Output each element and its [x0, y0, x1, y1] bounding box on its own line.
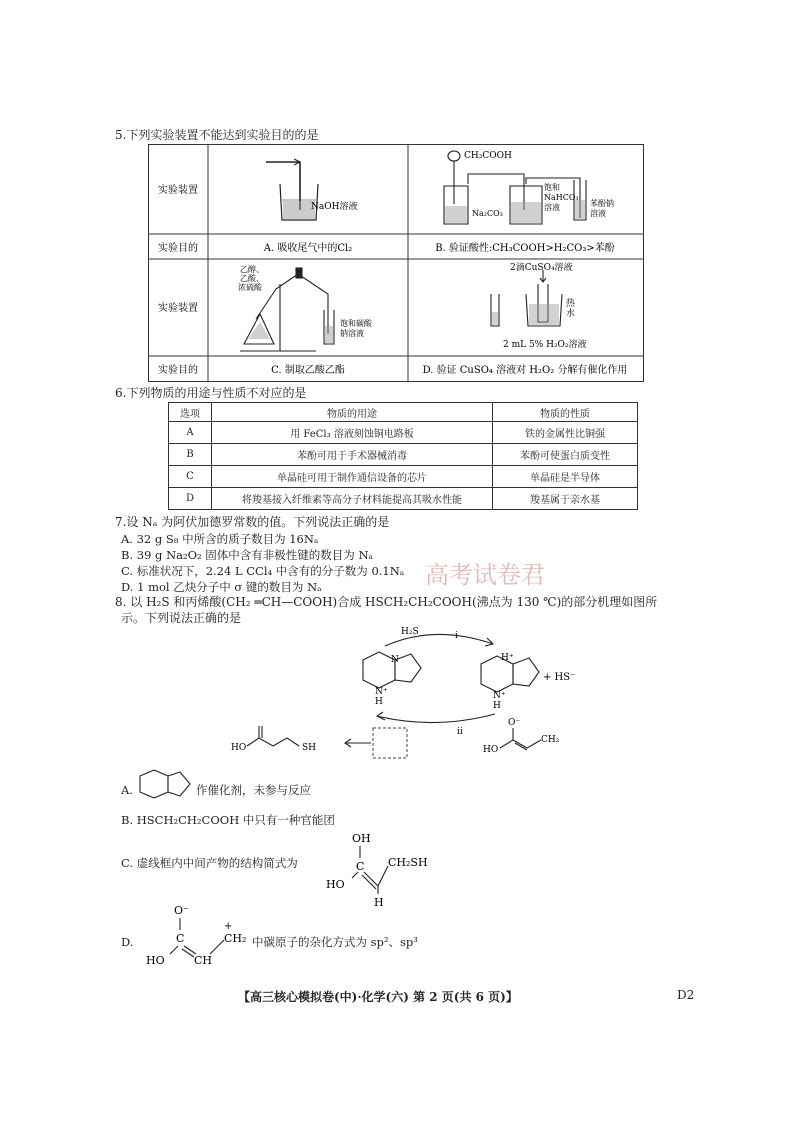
enolate-ch2: CH₂ [541, 735, 560, 745]
row-label-purpose-1: 实验目的 [158, 243, 198, 254]
step-ii-arrow [377, 714, 495, 723]
catalyst-left-h: H [375, 697, 383, 707]
catalyst-right-n: N⁺ [493, 691, 506, 701]
apparatus-d-label-hot1: 热 [566, 299, 576, 309]
option-c-carbon: C [356, 860, 365, 873]
apparatus-c-label1: 乙醇、 [240, 265, 264, 274]
table-header: 选项 [169, 403, 212, 422]
question-8-option-a-text: 作催化剂，未参与反应 [196, 783, 311, 797]
table-cell: 铁的金属性比铜强 [493, 422, 638, 444]
option-c-ho: HO [326, 878, 345, 891]
table-header: 物质的用途 [212, 403, 493, 422]
question-7-option-d: D. 1 mol 乙炔分子中 σ 键的数目为 Nₐ [121, 580, 322, 594]
apparatus-d-label-hot2: 水 [566, 309, 576, 319]
apparatus-b-label-top: CH₃COOH [464, 151, 512, 161]
question-7-option-c: C. 标准状况下，2.24 L CCl₄ 中含有的分子数为 0.1Nₐ [121, 564, 405, 578]
catalyst-left-n2: N⁺ [375, 687, 388, 697]
apparatus-c-liquid [248, 322, 333, 343]
table-cell: B [169, 444, 212, 466]
question-8-option-d-prefix: D. [121, 935, 134, 949]
apparatus-b-label-left: Na₂CO₃ [472, 209, 503, 218]
table-cell: D [169, 488, 212, 510]
intermediate-dashed-box [373, 728, 407, 758]
row-label-apparatus-1: 实验装置 [158, 185, 198, 196]
table-cell: 单晶硅是半导体 [493, 466, 638, 488]
step-i-label: i [455, 631, 458, 641]
option-c-ch2sh: CH₂SH [388, 856, 428, 869]
question-8-option-a-prefix: A. [121, 783, 133, 797]
option-c-h: H [374, 896, 384, 909]
question-8-stem-line2: 示。下列说法正确的是 [121, 611, 242, 625]
apparatus-b-label-right1: 苯酚钠 [590, 199, 614, 208]
h2s-label: H₂S [401, 627, 419, 637]
option-d-structure [140, 902, 250, 972]
purpose-b: B. 验证酸性:CH₃COOH>H₂CO₃>苯酚 [435, 243, 615, 254]
question-8-option-c-text: C. 虚线框内中间产物的结构简式为 [121, 856, 298, 870]
table-cell: 苯酚可使蛋白质变性 [493, 444, 638, 466]
option-c-oh: OH [352, 832, 371, 845]
catalyst-right-h: H⁺ [501, 653, 514, 663]
hs-minus-label: + HS⁻ [543, 672, 576, 683]
apparatus-d-label-bottom: 2 mL 5% H₂O₂溶液 [503, 340, 587, 350]
question-6-table [168, 402, 638, 510]
option-d-ch2: CH₂ [224, 932, 247, 945]
apparatus-d-liquid [492, 304, 559, 325]
option-c-structure [320, 826, 430, 910]
question-5-table [148, 144, 644, 382]
svg-text:+: + [224, 921, 233, 932]
product-skeleton [247, 726, 299, 746]
option-d-ho: HO [146, 954, 165, 967]
table-cell: A [169, 422, 212, 444]
row-label-purpose-2: 实验目的 [158, 365, 198, 376]
apparatus-c-label3: 浓硫酸 [238, 283, 262, 292]
apparatus-b-label-mid1: 饱和 [544, 183, 560, 192]
question-7-stem: 7.设 Nₐ 为阿伏加德罗常数的值。下列说法正确的是 [115, 515, 390, 529]
catalyst-left-n1: N [391, 655, 399, 665]
apparatus-b-label-mid2: NaHCO₃ [544, 193, 579, 202]
row-label-apparatus-2: 实验装置 [158, 303, 198, 314]
table-cell: 苯酚可用于手术器械消毒 [212, 444, 493, 466]
option-d-o-minus: O⁻ [174, 904, 189, 917]
question-8-stem-line1: 8. 以 H₂S 和丙烯酸(CH₂ ═CH—COOH)合成 HSCH₂CH₂COOH(沸点为 130 ℃)的部分机理如图所 [115, 595, 658, 609]
question-7-option-a: A. 32 g S₈ 中所含的质子数目为 16Nₐ [121, 532, 319, 546]
option-d-ch: CH [194, 954, 213, 967]
page-footer: 【高三核心模拟卷(中)·化学(六) 第 2 页(共 6 页)】 [238, 990, 518, 1004]
watermark: 高考试卷君 [425, 561, 545, 589]
question-8-option-d-text: 中碳原子的杂化方式为 sp²、sp³ [252, 935, 418, 949]
catalyst-right-h2: H [493, 701, 501, 711]
apparatus-d-label-top: 2滴CuSO₄溶液 [510, 263, 573, 273]
question-7-option-b: B. 39 g Na₂O₂ 固体中含有非极性键的数目为 Nₐ [121, 548, 373, 562]
product-sh: SH [302, 743, 317, 753]
purpose-a: A. 吸收尾气中的Cl₂ [263, 243, 353, 254]
paper-code: D2 [677, 988, 695, 1002]
apparatus-b-label-mid3: 溶液 [544, 203, 560, 212]
reaction-mechanism-scheme [225, 622, 585, 772]
apparatus-b-label-right2: 溶液 [590, 209, 606, 218]
option-a-catalyst [136, 764, 196, 810]
purpose-d: D. 验证 CuSO₄ 溶液对 H₂O₂ 分解有催化作用 [422, 365, 628, 376]
apparatus-c-label5: 钠溶液 [340, 329, 364, 338]
purpose-c: C. 制取乙酸乙酯 [271, 365, 345, 376]
apparatus-b-liquid [445, 200, 585, 223]
question-5-stem: 5.下列实验装置不能达到实验目的的是 [115, 128, 319, 142]
question-8-option-b: B. HSCH₂CH₂COOH 中只有一种官能团 [121, 813, 335, 827]
table-cell: C [169, 466, 212, 488]
table-header: 物质的性质 [493, 403, 638, 422]
enolate-o-minus: O⁻ [508, 718, 521, 728]
table-cell: 用 FeCl₃ 溶液刻蚀铜电路板 [212, 422, 493, 444]
enolate-ho: HO [483, 745, 499, 755]
apparatus-c-label4: 饱和碳酸 [340, 319, 372, 328]
table-cell: 单晶硅可用于制作通信设备的芯片 [212, 466, 493, 488]
step-ii-label: ii [457, 727, 463, 737]
option-d-carbon: C [176, 932, 185, 945]
product-ho: HO [231, 743, 247, 753]
table-cell: 羧基属于亲水基 [493, 488, 638, 510]
apparatus-c-label2: 乙酸、 [240, 274, 264, 283]
apparatus-a-label: NaOH溶液 [311, 202, 358, 212]
enolate-skeleton [500, 728, 541, 750]
question-6-stem: 6.下列物质的用途与性质不对应的是 [115, 386, 307, 400]
table-cell: 将羧基接入纤维素等高分子材料能提高其吸水性能 [212, 488, 493, 510]
